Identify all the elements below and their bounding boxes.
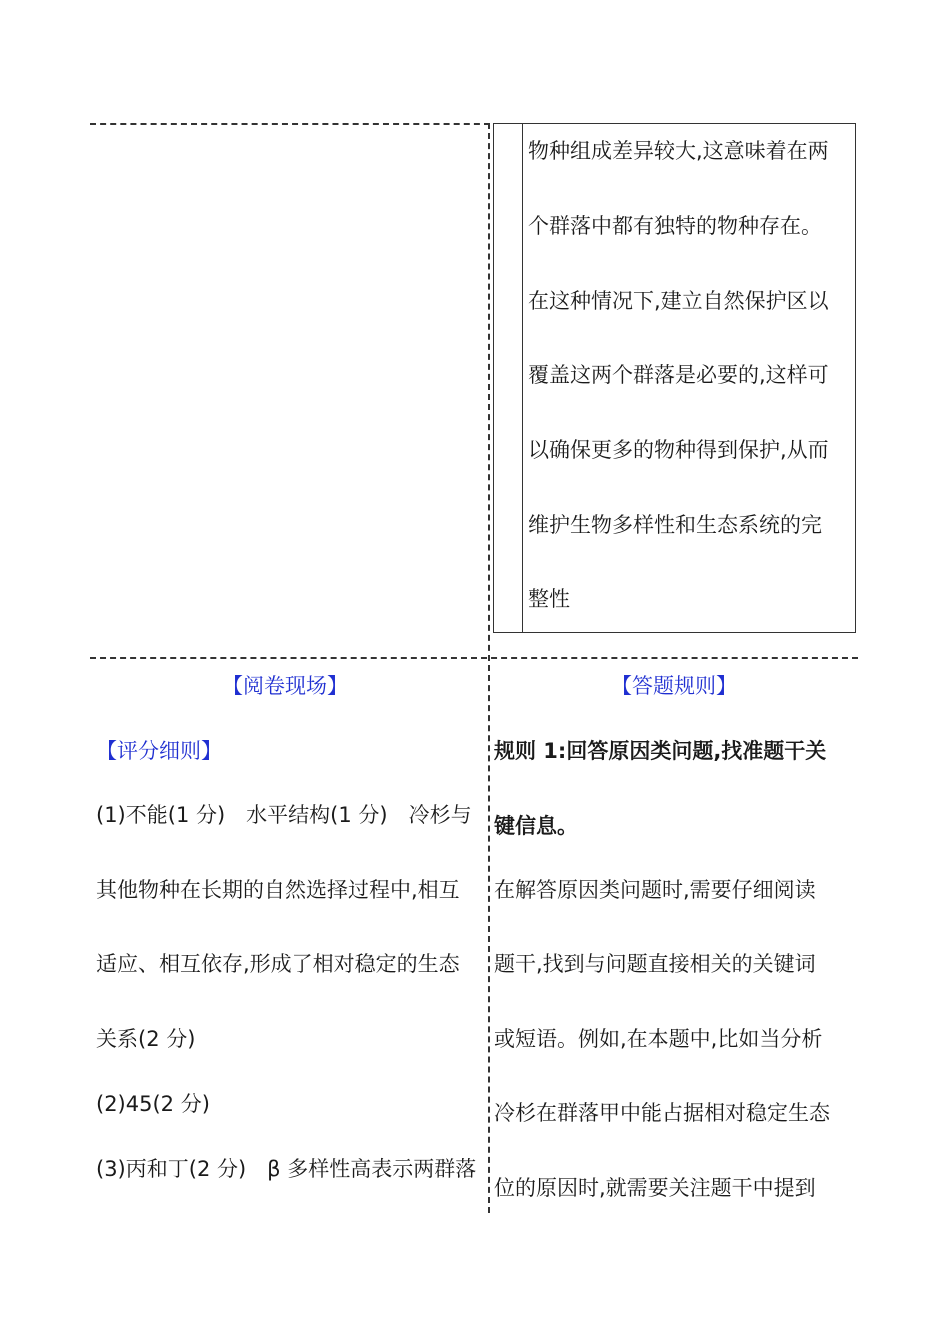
left-section-title: 【阅卷现场】 (222, 674, 348, 698)
table-inner-column-line (522, 124, 523, 632)
right-line-3: 或短语。例如,在本题中,比如当分析 (494, 1027, 823, 1051)
right-line-1: 在解答原因类问题时,需要仔细阅读 (494, 878, 816, 902)
left-line-1: (1)不能(1 分) 水平结构(1 分) 冷杉与 (96, 803, 472, 827)
box-line-5: 以确保更多的物种得到保护,从而 (528, 438, 829, 462)
box-line-6: 维护生物多样性和生态系统的完 (528, 513, 822, 537)
right-line-5: 位的原因时,就需要关注题干中提到 (494, 1176, 816, 1200)
box-line-4: 覆盖这两个群落是必要的,这样可 (528, 363, 829, 387)
left-line-4: 关系(2 分) (96, 1027, 196, 1051)
box-line-3: 在这种情况下,建立自然保护区以 (528, 289, 829, 313)
vertical-dashed-divider (488, 123, 490, 1213)
box-line-1: 物种组成差异较大,这意味着在两 (528, 139, 829, 163)
rule-title-line-1: 规则 1:回答原因类问题,找准题干关 (494, 739, 827, 763)
rule-title-line-2: 键信息。 (494, 814, 578, 838)
middle-dashed-divider (90, 657, 858, 659)
box-line-2: 个群落中都有独特的物种存在。 (528, 214, 822, 238)
scoring-rules-title: 【评分细则】 (96, 739, 222, 763)
box-line-7: 整性 (528, 587, 570, 611)
right-line-4: 冷杉在群落甲中能占据相对稳定生态 (494, 1101, 830, 1125)
left-line-3: 适应、相互依存,形成了相对稳定的生态 (96, 952, 460, 976)
right-line-2: 题干,找到与问题直接相关的关键词 (494, 952, 816, 976)
left-line-5: (2)45(2 分) (96, 1092, 210, 1116)
left-line-6: (3)丙和丁(2 分) β 多样性高表示两群落 (96, 1157, 477, 1181)
right-section-title: 【答题规则】 (611, 674, 737, 698)
top-dashed-divider (90, 123, 490, 125)
left-line-2: 其他物种在长期的自然选择过程中,相互 (96, 878, 460, 902)
